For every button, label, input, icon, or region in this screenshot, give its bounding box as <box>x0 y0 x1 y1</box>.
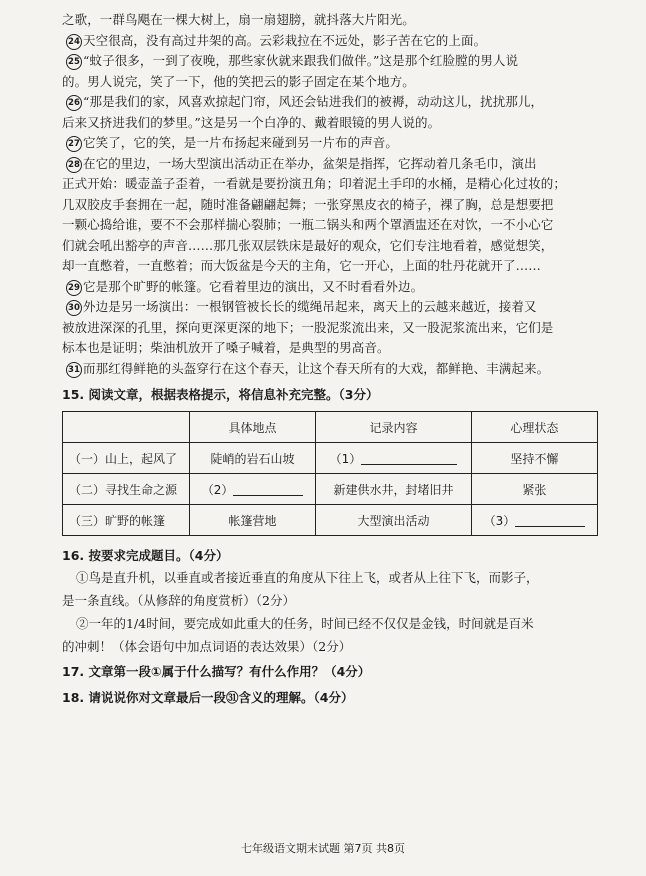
passage-line <box>62 133 624 154</box>
passage-text: 却一直憋着，一直憋着；而大饭盆是今天的主角，它一开心，上面的牡丹花就开了…… <box>62 258 541 273</box>
table-cell: 新建供水井，封堵旧井 <box>316 474 472 505</box>
question-16-item-1-cont: 是一条直线。（从修辞的角度赏析）（2分） <box>62 593 295 608</box>
passage-line <box>62 338 624 359</box>
table-cell-blank-1[interactable] <box>316 443 472 474</box>
passage-text: 之歌，一群鸟飓在一棵大树上，扇一扇翅膀，就抖落大片阳光。 <box>62 12 415 27</box>
passage-text: 它是那个旷野的帐篷。它看着里边的演出，又不时看看外边。 <box>83 278 424 294</box>
question-16-title: 16. 按要求完成题目。（4分） <box>62 548 229 563</box>
passage-line <box>62 215 624 236</box>
paragraph-number: 30 <box>66 300 82 316</box>
question-16-item-1: ①鸟是直升机，以垂直或者接近垂直的角度从下往上飞，或者从上往下飞，而影子， <box>76 570 539 585</box>
table-row <box>63 443 598 474</box>
table-header-row <box>63 412 598 443</box>
page-footer: 七年级语文期末试题 第7页 共8页 <box>241 842 405 855</box>
passage-text: “蚊子很多，一到了夜晚，那些家伙就来跟我们做伴。”这是那个红脸膛的男人说 <box>83 53 519 68</box>
table-header-cell: 具体地点 <box>190 412 316 443</box>
table-header-cell: 记录内容 <box>316 412 472 443</box>
passage-line <box>62 277 624 298</box>
passage-text: 们就会吼出豁亭的声音……那几张双层铁床是最好的观众，它们专注地看着，感觉想笑， <box>62 237 554 253</box>
table-cell: （一）山上，起风了 <box>63 443 190 474</box>
passage-text: 标本也是证明；柴油机放开了嗓子喊着，是典型的男高音。 <box>62 340 390 355</box>
table-cell: （三）旷野的帐篷 <box>63 505 190 536</box>
answer-blank[interactable] <box>515 514 585 527</box>
table-cell: 大型演出活动 <box>316 505 472 536</box>
table-cell-blank-3[interactable] <box>471 505 597 536</box>
table-header-cell <box>63 412 190 443</box>
passage-line <box>62 31 624 52</box>
passage-text: 的。男人说完，笑了一下，他的笑把云的影子固定在某个地方。 <box>62 73 415 89</box>
question-15-table <box>62 411 598 536</box>
blank-label: （2） <box>201 482 234 497</box>
table-cell-blank-2[interactable] <box>190 474 316 505</box>
passage-text: “那是我们的家，风喜欢掠起门帘，风还会钻进我们的被褥，动动这儿，扰扰那儿， <box>83 94 544 109</box>
passage-line <box>62 10 624 31</box>
passage-text: 天空很高，没有高过井架的高。云彩栽拉在不远处，影子苦在它的上面。 <box>83 32 487 48</box>
passage-line <box>62 92 624 113</box>
passage-line <box>62 154 624 175</box>
blank-label: （1） <box>329 451 362 466</box>
table-cell: 陡峭的岩石山坡 <box>190 443 316 474</box>
table-cell: 坚持不懈 <box>471 443 597 474</box>
paragraph-number: 28 <box>66 157 82 173</box>
passage-line <box>62 113 624 134</box>
paragraph-number: 29 <box>66 280 82 296</box>
table-header-cell: 心理状态 <box>471 412 597 443</box>
paragraph-number: 24 <box>66 34 82 50</box>
passage-text: 几双胶皮手套拥在一起，随时准备翩翩起舞；一张穿黑皮衣的椅子，裸了胸，总是想要把 <box>62 196 554 212</box>
question-17-title: 17. 文章第一段①属于什么描写？有什么作用？（4分） <box>62 664 371 679</box>
question-16-item-2: ②一年的1/4时间，要完成如此重大的任务，时间已经不仅仅是金钱，时间就是百米 <box>76 616 534 631</box>
passage-text: 它笑了，它的笑，是一片布扬起来碰到另一片布的声音。 <box>83 135 399 150</box>
passage-line <box>62 256 624 277</box>
passage-line <box>62 318 624 339</box>
passage-line <box>62 174 624 195</box>
answer-blank[interactable] <box>361 452 457 465</box>
paragraph-number: 31 <box>66 362 82 378</box>
passage-text: 后来又挤进我们的梦里。”这是另一个白净的、戴着眼镜的男人说的。 <box>62 114 441 130</box>
question-16-item-2-cont: 的冲刺！（体会语句中加点词语的表达效果）（2分） <box>62 639 352 654</box>
paragraph-number: 26 <box>66 95 82 111</box>
passage-line <box>62 51 624 72</box>
table-cell: （二）寻找生命之源 <box>63 474 190 505</box>
passage-text: 一颗心捣给谁，要不不会那样揣心裂肺；一瓶二锅头和两个罩酒盅还在对饮，一不小心它 <box>62 217 554 232</box>
table-cell: 紧张 <box>471 474 597 505</box>
answer-blank[interactable] <box>233 483 303 496</box>
passage-line <box>62 236 624 257</box>
question-15-title: 15. 阅读文章，根据表格提示，将信息补充完整。（3分） <box>62 387 379 402</box>
passage-text: 在它的里边，一场大型演出活动正在举办，盆架是指挥，它挥动着几条毛巾，演出 <box>83 155 537 171</box>
passage-line <box>62 195 624 216</box>
passage-text: 被放进深深的孔里，探向更深更深的地下；一股泥浆流出来，又一股泥浆流出来，它们是 <box>62 319 554 335</box>
passage-line <box>62 72 624 93</box>
paragraph-number: 25 <box>66 54 82 70</box>
passage-line <box>62 359 624 380</box>
reading-passage <box>62 10 624 379</box>
paragraph-number: 27 <box>66 136 82 152</box>
passage-text: 而那红得鲜艳的头盔穿行在这个春天，让这个春天所有的大戏，都鲜艳、丰满起来。 <box>83 360 550 376</box>
blank-label: （3） <box>483 513 516 528</box>
passage-line <box>62 297 624 318</box>
question-18-title: 18. 请说说你对文章最后一段㉛含义的理解。（4分） <box>62 690 354 705</box>
table-row <box>63 505 598 536</box>
table-cell: 帐篷营地 <box>190 505 316 536</box>
passage-text: 正式开始：暖壶盖子歪着，一看就是要扮演丑角；印着泥土手印的水桶，是精心化过妆的； <box>62 176 567 191</box>
passage-text: 外边是另一场演出：一根钢管被长长的缆绳吊起来，离天上的云越来越近，接着又 <box>83 299 537 314</box>
table-row <box>63 474 598 505</box>
